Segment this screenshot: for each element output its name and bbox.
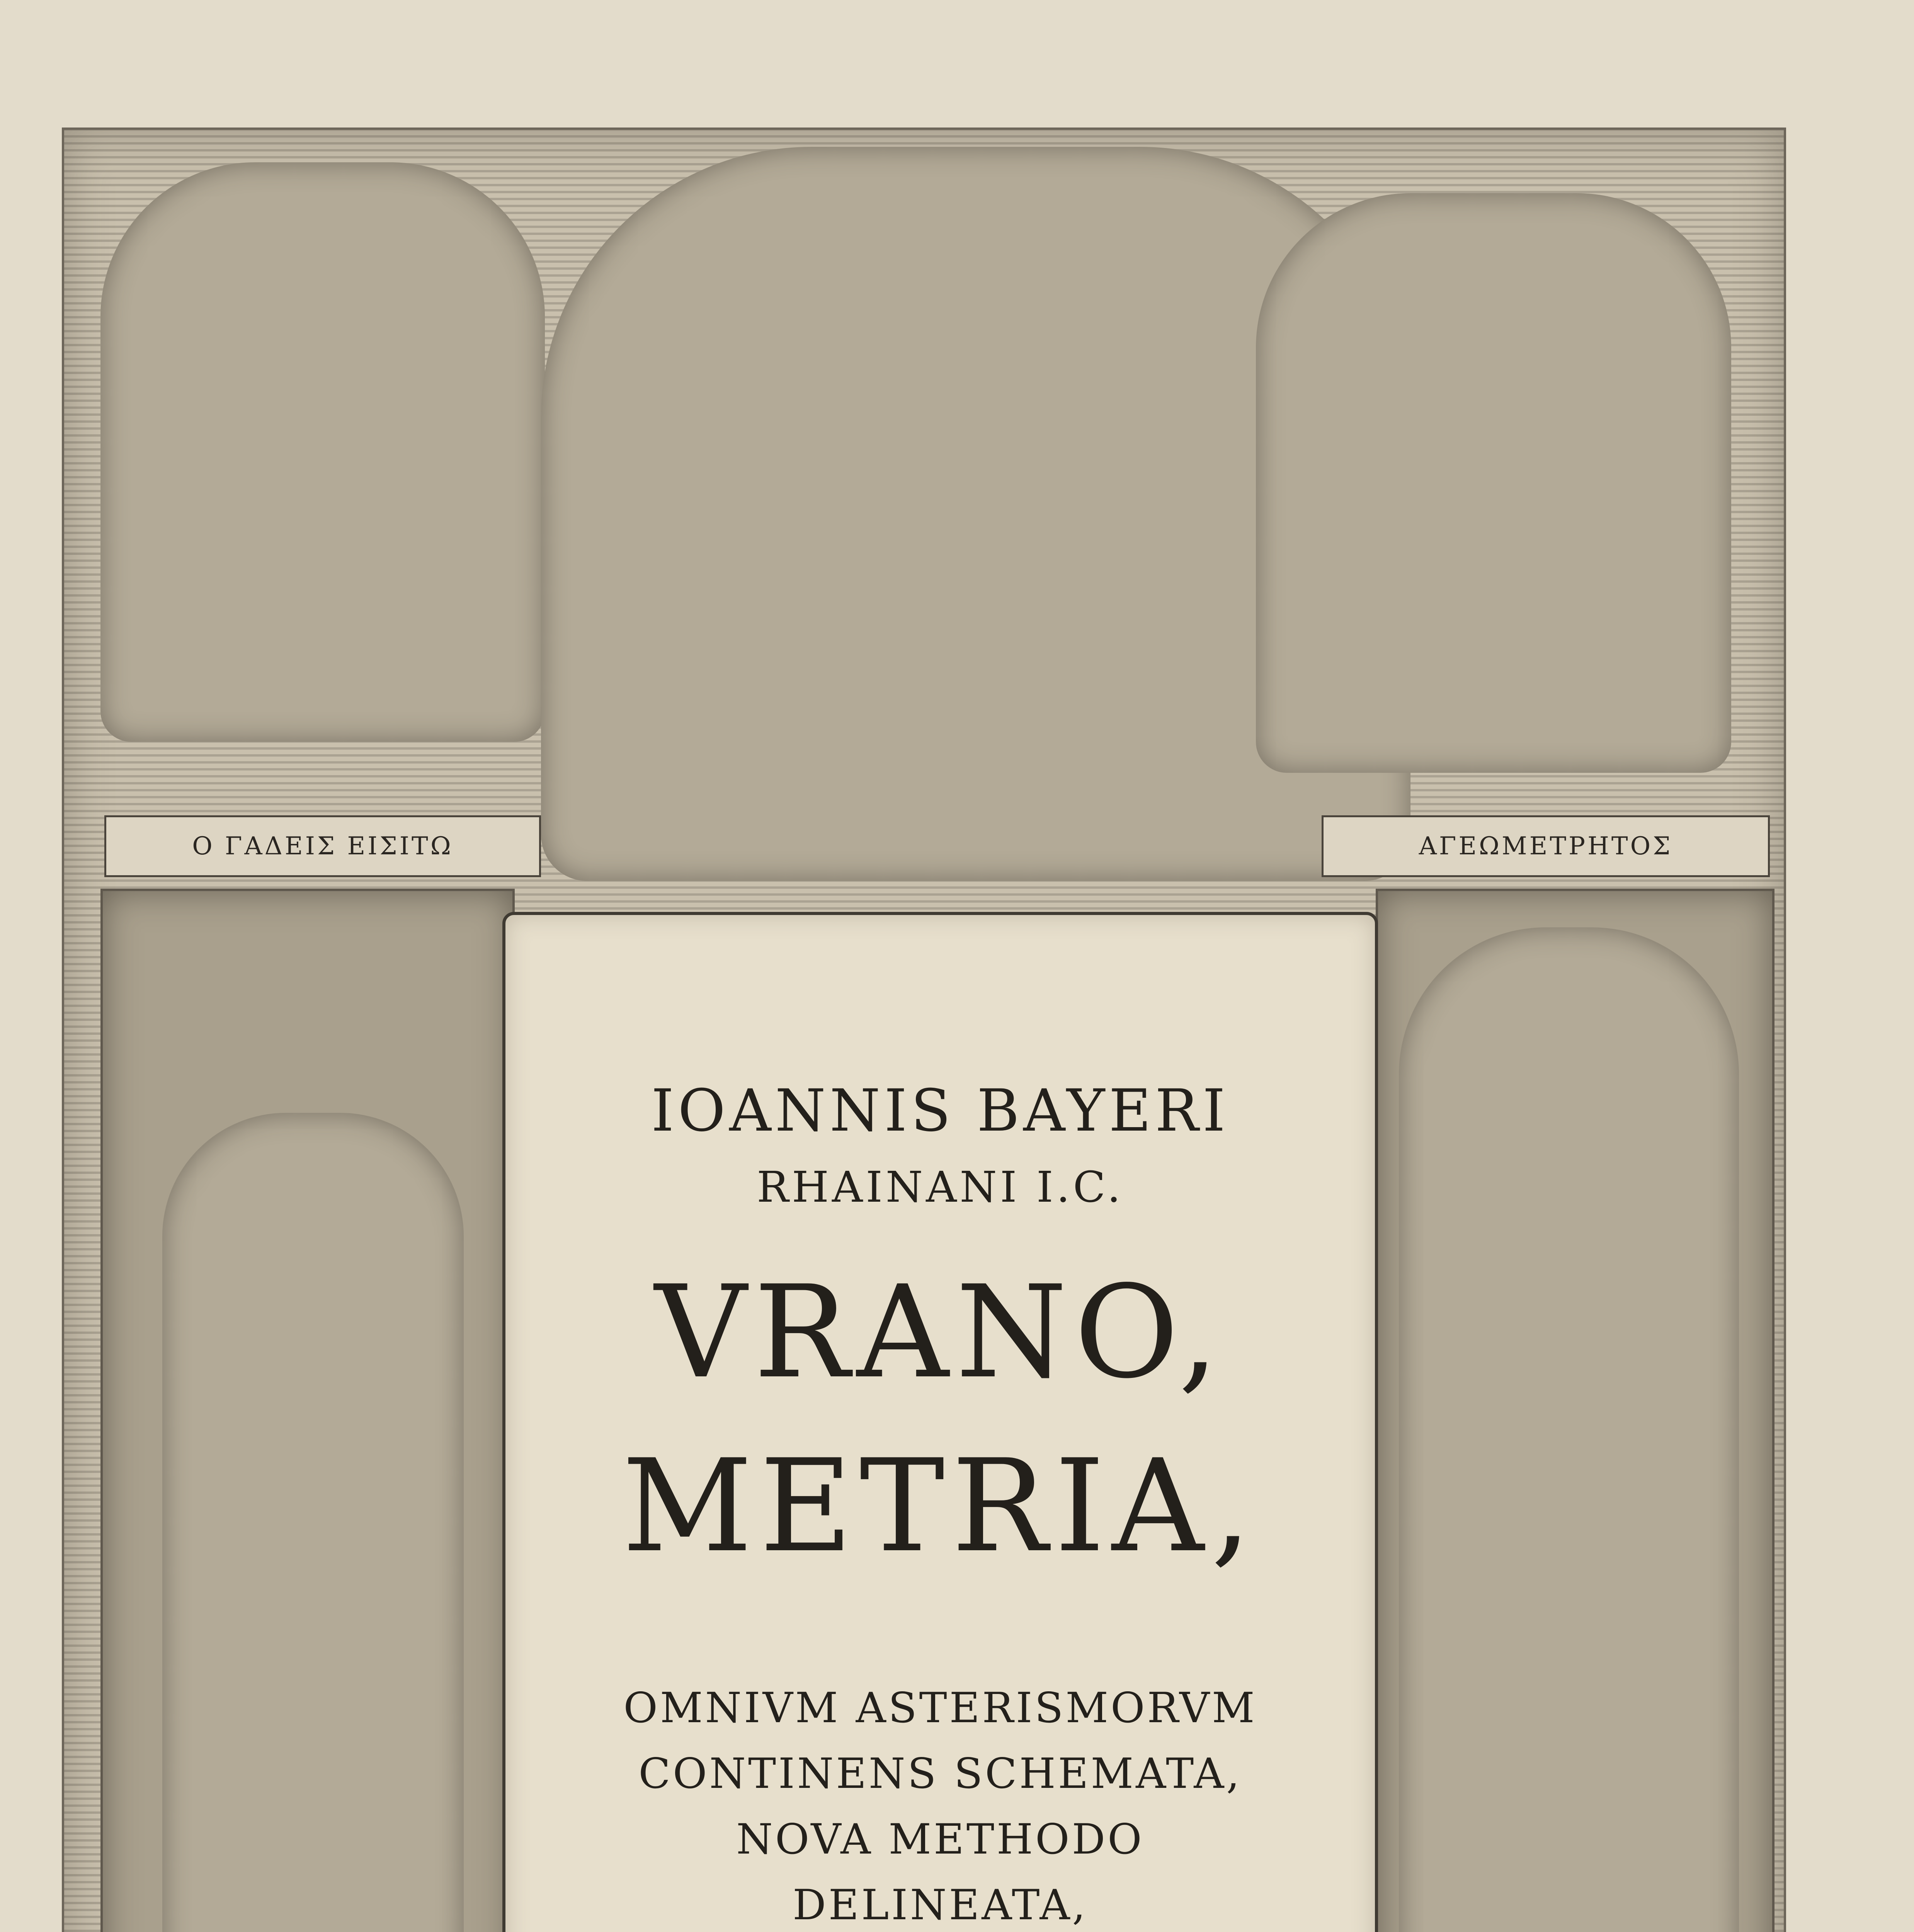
top-left-inscription: Ο ΓΑΔΕΙΣ ΕΙΣΙΤΩ [104, 815, 541, 877]
title-scroll [502, 912, 1378, 1932]
subtitle-line-4: DELINEATA, [793, 1881, 1088, 1929]
subtitle-line-2: CONTINENS SCHEMATA, [638, 1750, 1242, 1798]
apollo-figure [100, 162, 545, 742]
author-line: IOANNIS BAYERI [651, 1077, 1229, 1145]
hercules-figure [1399, 927, 1739, 1932]
top-right-inscription: ΑΓΕΩΜΕΤΡΗΤΟΣ [1322, 815, 1770, 877]
atlas-elder-figure [162, 1113, 464, 1932]
title-line-1: VRANO, [655, 1258, 1226, 1406]
title-line-2: METRIA, [622, 1432, 1259, 1580]
luna-figure [1256, 193, 1731, 773]
subtitle-line-1: OMNIVM ASTERISMORVM [623, 1684, 1257, 1732]
subtitle-line-3: NOVA METHODO [736, 1815, 1144, 1864]
author-sub-line: RHAINANI I.C. [757, 1162, 1124, 1212]
